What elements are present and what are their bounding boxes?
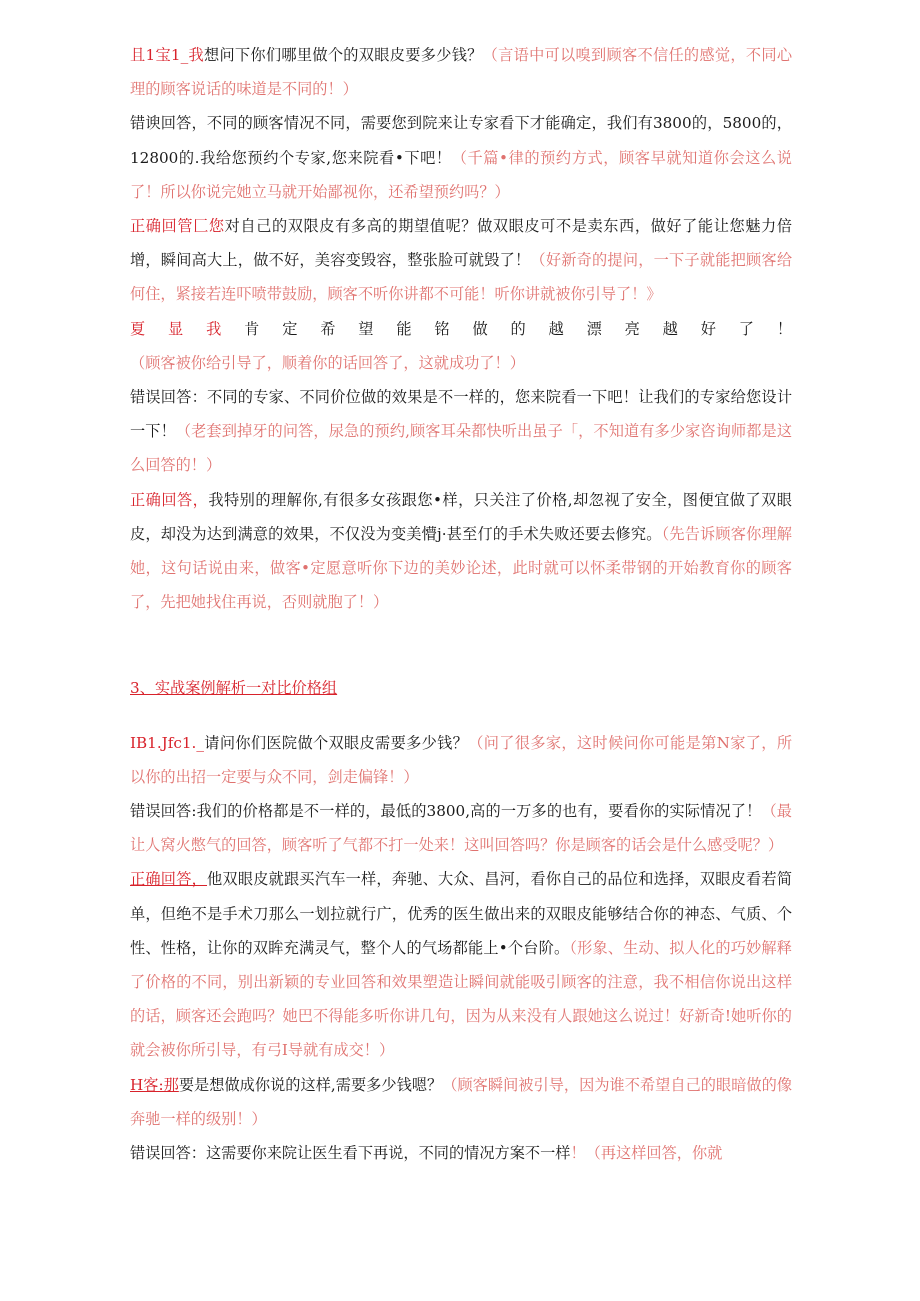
commentary-note: （先告诉顾客你理解她，这句话说由来，做客•定愿意听你下边的美妙论述，此时就可以怀柔带钢的开始教育你的顾客了，先把她找住再说，否则就胞了！） xyxy=(130,524,792,612)
section-spacer xyxy=(130,619,792,671)
commentary-note: （顾客瞬间被引导，因为谁不希望自己的眼暗做的像奔驰一样的级别！） xyxy=(130,1075,793,1128)
commentary-note: （形象、生动、拟人化的巧妙解释了价格的不同，别出新颖的专业回答和效果塑造让瞬间就能吸引顾客的注意，我不相信你说出这样的话，顾客还会跑吗？她巴不得能多听你讲几句，因为从来没有人跟她这么说过！好新奇!她听你的就会被你所引导，有弓I导就有成交！） xyxy=(130,938,792,1060)
commentary-note: （好新奇的提问，一下子就能把顾客给何住，紧接若连吓喷带鼓励，顾客不听你讲都不可能！听你讲就被你引导了！》 xyxy=(130,251,793,304)
commentary-note: （顾客被你给引导了，顺着你的话回答了，这就成功了！） xyxy=(130,353,525,372)
dialogue-text: 错误回答：不同的专家、不同价位做的效果是不一样的，您来院看一下吧！让我们的专家给您设计一下！ xyxy=(130,388,792,441)
paragraph-wrong-answer-2 xyxy=(130,380,792,483)
speaker-label: 正确回答， xyxy=(130,490,209,509)
dialogue-text: 错误回答：这需要你来院让医生看下再说，不同的情况方案不一样 xyxy=(130,1144,571,1163)
speaker-label: 正确回答， xyxy=(130,870,208,889)
commentary-note: （言语中可以嗅到顾客不信任的感觉，不同心理的顾客说话的味道是不同的！） xyxy=(130,46,793,99)
dialogue-text: 我特别的理解你,有很多女孩跟您•样，只关注了价格,却忽视了安全，图便宜做了双眼皮，却没为达到满意的效果，不仅没为变美懵j·甚至仃的手术失败还要去修究。 xyxy=(130,490,792,543)
paragraph-correct-answer-2 xyxy=(130,483,792,620)
dialogue-text: 请问你们医院做个双眼皮需要多少钱？ xyxy=(203,733,469,752)
paragraph-customer-reply-2 xyxy=(130,1068,792,1136)
paragraph-correct-answer-1 xyxy=(130,209,792,312)
commentary-note: （最让人窝火憋气的回答，顾客听了气都不打一处来！这叫回答吗？你是顾客的话会是什么感受呢？） xyxy=(130,802,792,855)
dialogue-text: 想问下你们哪里做个的双眼皮要多少钱？ xyxy=(203,46,483,64)
document-page xyxy=(130,38,792,1170)
paragraph-customer-question-1 xyxy=(130,38,792,106)
paragraph-correct-answer-3 xyxy=(130,862,792,1067)
commentary-note: ！（再这样回答，你就 xyxy=(570,1144,723,1163)
paragraph-wrong-answer-4 xyxy=(130,1136,792,1170)
speaker-label: 且1宝1_我 xyxy=(130,46,204,64)
dialogue-text: 对自己的双限皮有多高的期望值呢？做双眼皮可不是卖东西，做好了能让您魅力倍增，瞬间高大上，做不好，美容变毁容，整张脸可就毁了！ xyxy=(130,217,793,270)
paragraph-wrong-answer-3 xyxy=(130,794,792,862)
commentary-note: （老套到掉牙的问答，尿急的预约,顾客耳朵都快听出虽子「，不知道有多少家咨询师都是这么回答的！） xyxy=(130,422,793,475)
dialogue-text: 错谀回答，不同的顾客情况不同，需要您到院来让专家看下才能确定，我们有3800的，5800的，12800的.我给您预约个专家,您来院看•下吧！ xyxy=(130,114,792,167)
speaker-label: IB1.Jfc1._ xyxy=(130,733,204,752)
speaker-label: 正确回管匚您 xyxy=(130,217,225,236)
paragraph-wrong-answer-1 xyxy=(130,106,792,209)
speaker-label: H客:那 xyxy=(130,1075,179,1094)
paragraph-customer-reply-1 xyxy=(130,312,792,380)
paragraph-customer-question-2 xyxy=(130,726,792,794)
speaker-label: 夏显我 xyxy=(130,319,245,338)
dialogue-text: 要是想做成你说的这样,需要多少钱嗯？ xyxy=(178,1075,443,1094)
dialogue-text: 他双眼皮就跟买汽车一样，奔驰、大众、昌河，看你自己的品位和选择，双眼皮看若简单，但绝不是手术刀那么一划拉就行广，优秀的医生做出来的双眼皮能够结合你的神态、气质、个性、性格，让你的双眸充满灵气，整个人的气场都能上•个台阶。 xyxy=(130,870,793,957)
commentary-note: （千篇•律的预约方式，顾客早就知道你会这么说了！所以你说完她立马就开始鄙视你，还希望预约吗？） xyxy=(130,148,792,201)
section-spacer xyxy=(130,706,792,726)
section-heading: 3、实战案例解析一对比价格组 xyxy=(130,679,338,698)
commentary-note: （问了很多家，这时候问你可能是第N家了，所以你的出招一定要与众不同，剑走偏锋！） xyxy=(130,733,793,786)
dialogue-text: 肯定希望能铭做的越漂亮越好了！ xyxy=(244,319,793,338)
dialogue-text: 错误回答:我们的价格都是不一样的，最低的3800,高的一万多的也有，要看你的实际情况了！ xyxy=(130,802,762,821)
